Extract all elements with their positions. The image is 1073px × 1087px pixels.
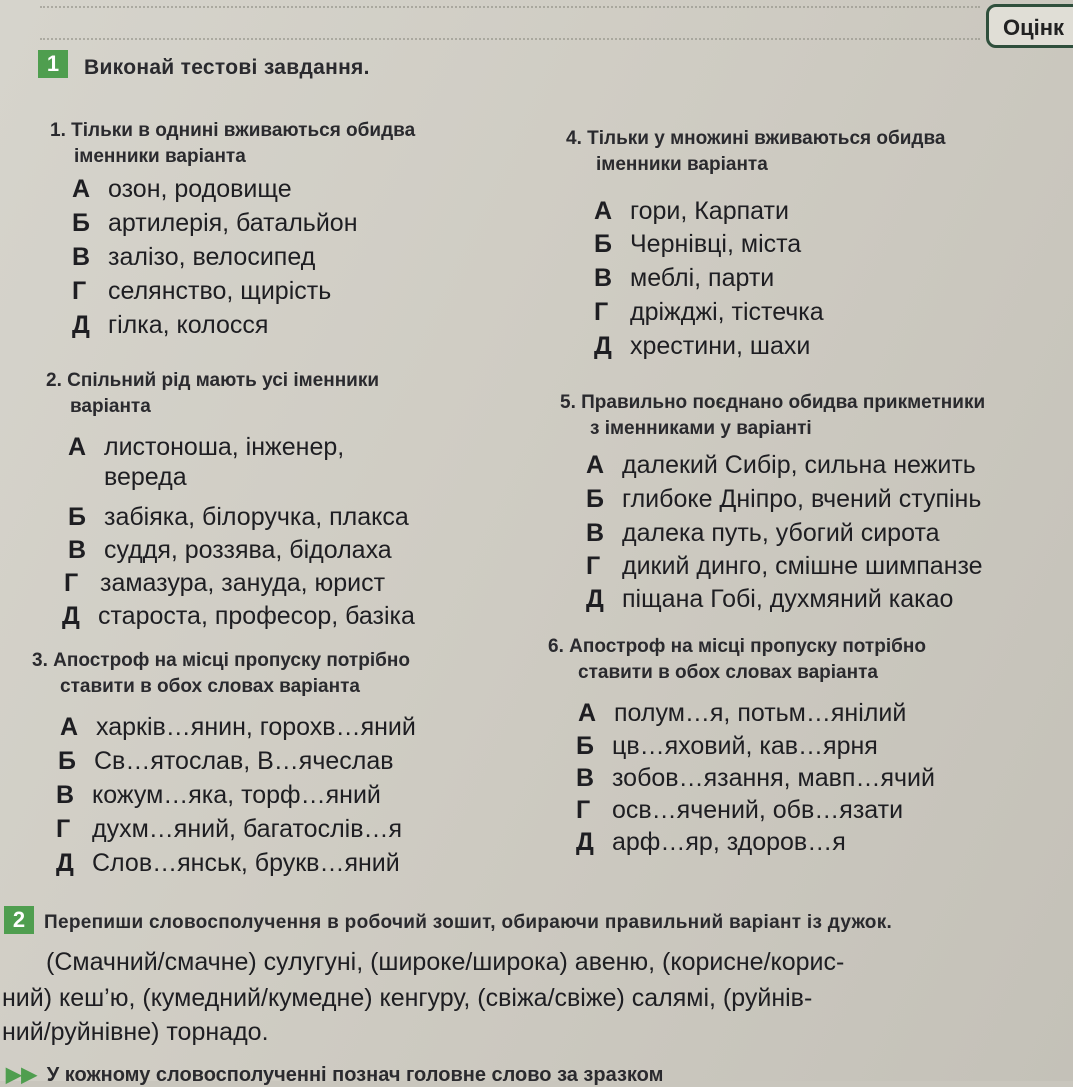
question-2: 2. Спільний рід мають усі іменники варіанта: [46, 370, 380, 417]
q1-option-a: А озон, родовище: [72, 175, 292, 203]
question-3: 3. Апостроф на місці пропуску потрібно ставити в обох словах варіанта: [32, 650, 410, 697]
q3-option-e: Д Слов…янськ, брукв…яний: [56, 849, 400, 877]
q4-option-a: А гори, Карпати: [594, 197, 789, 225]
q2-option-c: В суддя, роззява, бідолаха: [68, 536, 392, 564]
q5-option-b: Б глибоке Дніпро, вчений ступінь: [586, 485, 982, 513]
task-2-title: Перепиши словосполучення в робочий зошит, обираючи правильний варіант із дужок.: [44, 912, 893, 933]
task-2-line-1: (Смачний/смачне) сулугуні, (широке/широка) авеню, (корисне/корис-: [46, 948, 845, 976]
task-2-line-3: ний/руйнівне) торнадо.: [2, 1018, 269, 1046]
q3-option-a: А харків…янин, горохв…яний: [60, 713, 416, 741]
q3-option-d: Г духм…яний, багатослів…я: [56, 815, 403, 843]
q2-option-a-cont: вереда: [104, 463, 187, 491]
q6-option-a: А полум…я, потьм…янілий: [578, 699, 907, 727]
q5-option-a: А далекий Сибір, сильна нежить: [586, 451, 976, 479]
q1-option-e: Д гілка, колосся: [72, 311, 269, 339]
question-6: 6. Апостроф на місці пропуску потрібно ставити в обох словах варіанта: [548, 636, 926, 683]
question-4: 4. Тільки у множині вживаються обидва іменники варіанта: [566, 128, 946, 175]
q6-option-d: Г осв…ячений, обв…язати: [576, 796, 904, 824]
q4-option-d: Г дріжджі, тістечка: [594, 298, 824, 326]
double-arrow-icon: ▶▶: [6, 1064, 37, 1086]
score-label: Оцінк: [1003, 15, 1065, 40]
task-2-line-2: ний) кеш’ю, (кумедний/кумедне) кенгуру, (свіжа/свіже) салямі, (руйнів-: [2, 984, 813, 1012]
task-2-badge: 2: [4, 906, 34, 934]
q2-option-d: Г замазура, зануда, юрист: [64, 569, 386, 597]
score-box: [986, 4, 1073, 48]
q3-option-c: В кожум…яка, торф…яний: [56, 781, 381, 809]
q1-option-c: В залізо, велосипед: [72, 243, 316, 271]
q5-option-d: Г дикий динго, смішне шимпанзе: [586, 552, 983, 580]
q2-option-e: Д староста, професор, базіка: [62, 602, 415, 630]
decorative-band: [40, 6, 980, 40]
task-1-title: Виконай тестові завдання.: [84, 56, 370, 79]
question-5: 5. Правильно поєднано обидва прикметники з іменниками у варіанті: [560, 392, 986, 439]
q4-option-b: Б Чернівці, міста: [594, 230, 802, 258]
q3-option-b: Б Св…ятослав, В…ячеслав: [58, 747, 394, 775]
q1-option-b: Б артилерія, батальйон: [72, 209, 358, 237]
q6-option-b: Б цв…яховий, кав…ярня: [576, 732, 878, 760]
question-1: 1. Тільки в однині вживаються обидва іменники варіанта: [50, 120, 416, 167]
q6-option-e: Д арф…яр, здоров…я: [576, 828, 846, 856]
task-1-badge: 1: [38, 50, 68, 78]
footer-instruction: ▶▶ У кожному словосполученні познач головне слово за зразком: [6, 1064, 664, 1086]
q5-option-e: Д піщана Гобі, духмяний какао: [586, 585, 954, 613]
q5-option-c: В далека путь, убогий сирота: [586, 519, 940, 547]
q2-option-a: А листоноша, інженер,: [68, 433, 345, 461]
q4-option-c: В меблі, парти: [594, 264, 775, 292]
q4-option-e: Д хрестини, шахи: [594, 332, 811, 360]
q1-option-d: Г селянство, щирість: [72, 277, 332, 305]
q6-option-c: В зобов…язання, мавп…ячий: [576, 764, 935, 792]
q2-option-b: Б забіяка, білоручка, плакса: [68, 503, 409, 531]
